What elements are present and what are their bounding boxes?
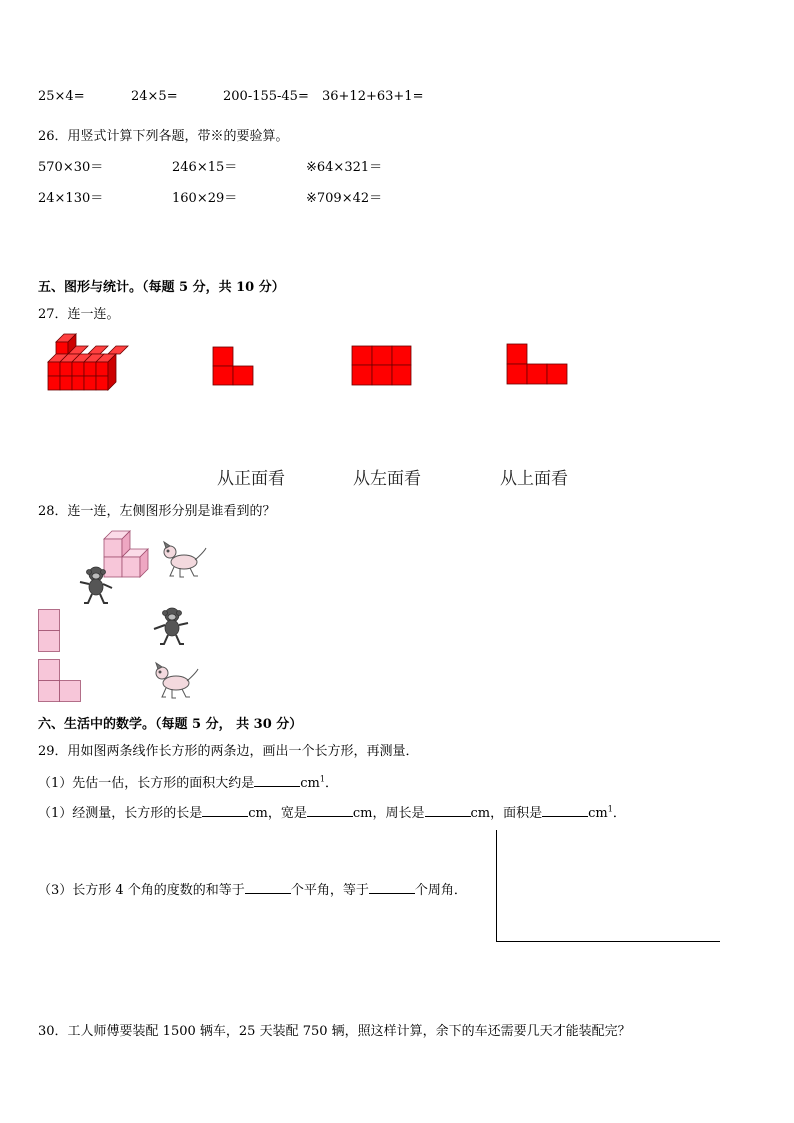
period: ． <box>324 776 338 791</box>
q30-text: 30．工人师傅要装配 1500 辆车，25 天装配 750 辆，照这样计算，余下的车还需要几天才能装配完？ <box>38 1024 631 1039</box>
view-label-left: 从左面看 <box>353 469 421 489</box>
dog-icon <box>152 661 200 701</box>
q29-part3-text-a: （3）长方形 4 个角的度数的和等于 <box>38 883 245 898</box>
q26-expr-1: 570×30＝ <box>38 160 104 175</box>
answer-blank-straight-angles[interactable] <box>245 881 291 894</box>
pink-view-vertical <box>38 609 62 653</box>
expr-25-4: 36+12+63+1= <box>322 89 424 104</box>
expr-25-2: 24×5= <box>131 89 178 104</box>
unit-cm: cm <box>588 806 608 821</box>
rectangle-side-horizontal <box>496 941 720 942</box>
answer-blank-full-angles[interactable] <box>369 881 415 894</box>
q27-title: 27．连一连。 <box>38 307 120 322</box>
q29-part3-text-b: 个平角，等于 <box>290 883 369 898</box>
q29-part2-text-c: cm，周长是 <box>352 806 425 821</box>
q29-title: 29．用如图两条线作长方形的两条边，画出一个长方形，再测量． <box>38 744 419 759</box>
q29-part2 <box>38 802 626 821</box>
view-shape-l-long <box>507 344 568 386</box>
view-shape-grid <box>352 346 412 386</box>
q26-title: 26．用竖式计算下列各题，带※的要验算。 <box>38 129 289 144</box>
q26-expr-5: 160×29＝ <box>172 191 238 206</box>
view-shape-l-small <box>213 347 254 387</box>
rectangle-side-vertical <box>496 830 497 942</box>
q29-part1 <box>38 772 338 791</box>
q29-part1-text: （1）先估一估，长方形的面积大约是 <box>38 776 255 791</box>
answer-blank-area[interactable] <box>542 804 588 817</box>
q29-part2-text-b: cm，宽是 <box>248 806 307 821</box>
expr-25-3: 200-155-45= <box>223 89 309 104</box>
answer-blank[interactable] <box>254 774 300 787</box>
view-label-front: 从正面看 <box>217 469 285 489</box>
answer-blank-perimeter[interactable] <box>425 804 471 817</box>
unit-cm: cm <box>300 776 320 791</box>
answer-blank-width[interactable] <box>307 804 353 817</box>
answer-blank-length[interactable] <box>202 804 248 817</box>
q29-part2-text-a: （1）经测量，长方形的长是 <box>38 806 203 821</box>
expr-25-1: 25×4= <box>38 89 85 104</box>
q28-title: 28．连一连，左侧图形分别是谁看到的？ <box>38 504 276 519</box>
q26-expr-3: ※64×321＝ <box>306 160 383 175</box>
unit-superscript: 1 <box>319 774 325 784</box>
cube-stack-3d <box>44 334 126 394</box>
monkey-icon <box>78 566 116 606</box>
q26-expr-4: 24×130＝ <box>38 191 104 206</box>
q29-part3 <box>38 879 467 898</box>
section5-heading: 五、图形与统计。（每题 5 分，共 10 分） <box>38 280 285 295</box>
pink-view-l-shape <box>38 659 84 703</box>
section6-heading: 六、生活中的数学。（每题 5 分， 共 30 分） <box>38 717 303 732</box>
q26-expr-6: ※709×42＝ <box>306 191 383 206</box>
dog-icon <box>160 540 208 580</box>
monkey-icon <box>152 607 190 647</box>
q26-expr-2: 246×15＝ <box>172 160 238 175</box>
q29-part2-text-d: cm，面积是 <box>470 806 543 821</box>
view-label-top: 从上面看 <box>500 469 568 489</box>
q29-part3-text-c: 个周角． <box>414 883 467 898</box>
unit-superscript: 1 <box>607 804 613 814</box>
period: ． <box>612 806 626 821</box>
